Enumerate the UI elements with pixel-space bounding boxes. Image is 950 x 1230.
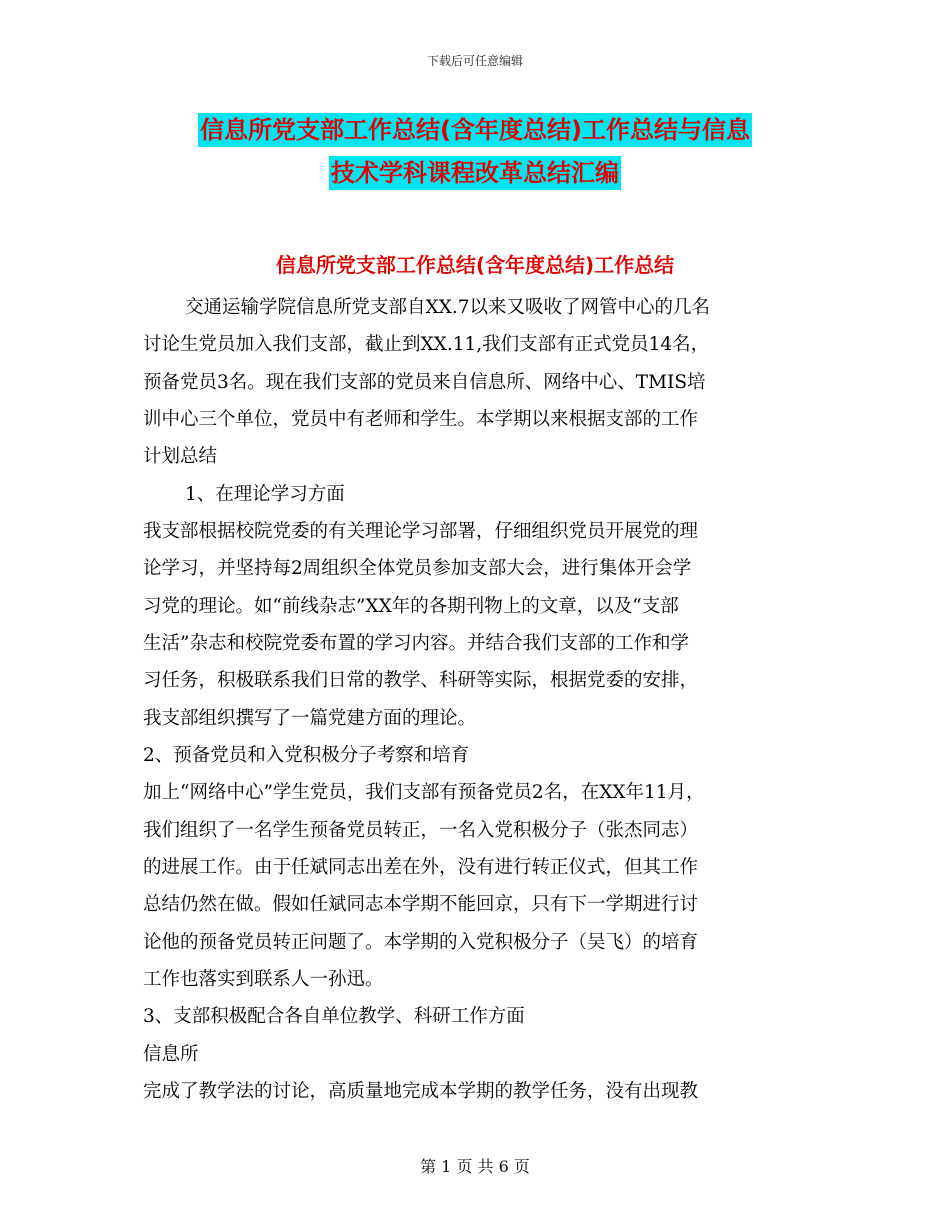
document-title-continued	[0, 156, 950, 190]
body-line: 的进展工作。由于任斌同志出差在外，没有进行转正仪式，但其工作	[143, 857, 699, 878]
body-line: 训中心三个单位，党员中有老师和学生。本学期以来根据支部的工作	[143, 409, 699, 430]
body-line: 论他的预备党员转正问题了。本学期的入党积极分子（吴飞）的培育	[143, 932, 699, 953]
body-line: 习任务，积极联系我们日常的教学、科研等实际，根据党委的安排，	[143, 670, 699, 691]
body-line: 总结仍然在做。假如任斌同志本学期不能回京，只有下一学期进行讨	[143, 894, 699, 915]
header-note: 下载后可任意编辑	[426, 54, 523, 68]
body-line: 计划总结	[143, 446, 218, 467]
title-line-2: 技术学科课程改革总结汇编	[329, 156, 621, 190]
title-line-1: 信息所党支部工作总结(含年度总结)工作总结与信息	[198, 113, 752, 147]
section-heading: 信息所党支部工作总结(含年度总结)工作总结	[275, 253, 675, 277]
body-line: 讨论生党员加入我们支部，截止到XX.11,我们支部有正式党员14名，	[143, 334, 710, 355]
body-line: 完成了教学法的讨论，高质量地完成本学期的教学任务，没有出现教	[143, 1081, 699, 1102]
body-line: 生活”杂志和校院党委布置的学习内容。并结合我们支部的工作和学	[143, 633, 689, 654]
section-item-heading: 3、支部积极配合各自单位教学、科研工作方面	[143, 1006, 525, 1027]
body-line: 论学习，并坚持每2周组织全体党员参加支部大会，进行集体开会学	[143, 558, 692, 579]
body-line: 我支部组织撰写了一篇党建方面的理论。	[143, 708, 477, 729]
section-item-heading: 2、预备党员和入党积极分子考察和培育	[143, 745, 470, 766]
body-line: 习党的理论。如“前线杂志”XX年的各期刊物上的文章，以及“支部	[143, 596, 679, 617]
section-item-heading: 1、在理论学习方面	[185, 484, 345, 505]
body-line: 我们组织了一名学生预备党员转正，一名入党积极分子（张杰同志）	[143, 820, 699, 841]
body-line: 工作也落实到联系人一孙迅。	[143, 969, 384, 990]
body-line: 预备党员3名。现在我们支部的党员来自信息所、网络中心、TMIS培	[143, 372, 706, 393]
document-title	[0, 113, 950, 147]
body-line: 加上“网络中心”学生党员，我们支部有预备党员2名，在XX年11月，	[143, 782, 705, 803]
body-line: 我支部根据校院党委的有关理论学习部署，仔细组织党员开展党的理	[143, 521, 699, 542]
body-line: 交通运输学院信息所党支部自XX.7以来又吸收了网管中心的几名	[185, 297, 710, 318]
body-line: 信息所	[143, 1044, 199, 1065]
page-number-footer: 第 1 页 共 6 页	[420, 1157, 530, 1176]
